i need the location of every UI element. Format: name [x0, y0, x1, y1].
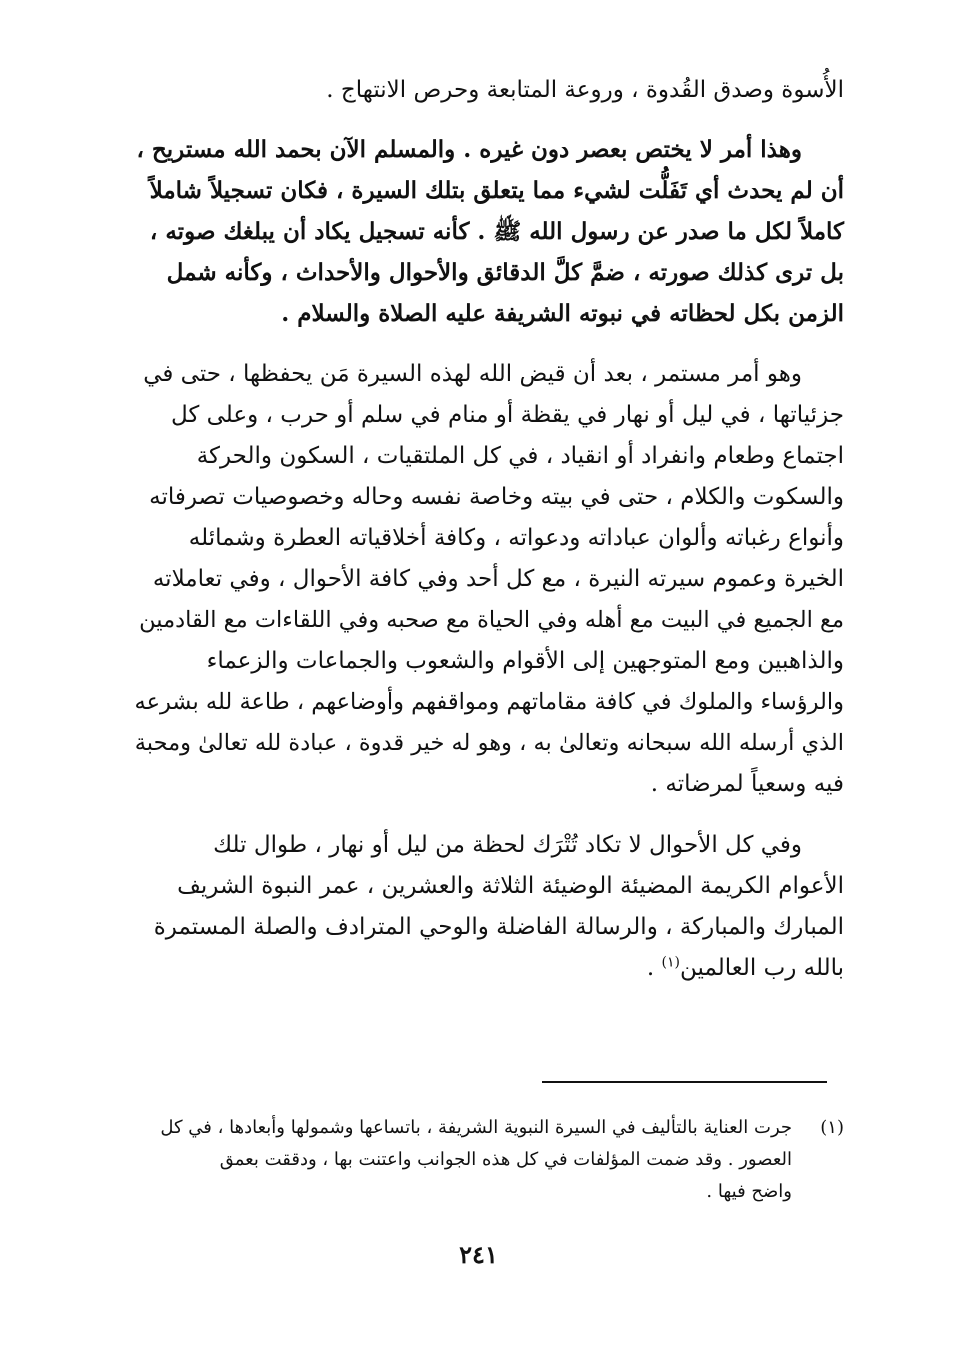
paragraph-line: والسكوت والكلام ، حتى في بيته وخاصة نفسه وحاله وخصوصيات تصرفاته — [149, 484, 844, 510]
paragraph-line: فيه وسعياً لمرضاته . — [650, 771, 844, 797]
paragraph-line: وفي كل الأحوال لا تكاد تُتْرَك لحظة من ليل أو نهار ، طوال تلك — [213, 832, 802, 858]
paragraph-end-mark: . — [646, 955, 662, 981]
page-number: ٢٤١ — [459, 1240, 498, 1269]
footnote-number: (١) — [820, 1117, 844, 1138]
paragraph-line: والرؤساء والملوك في كافة مقاماتهم ومواقفهم وأوضاعهم ، طاعة لله بشرعه — [134, 689, 844, 715]
footnote-divider — [542, 1081, 827, 1083]
paragraph-line: بل ترى كذلك صورته ، ضمَّ كلَّ الدقائق والأحوال والأحداث ، وكأنه شمل — [166, 259, 844, 286]
paragraph-line: المبارك والمباركة ، والرسالة الفاضلة والوحي المترادف والصلة المستمرة — [153, 914, 844, 940]
paragraph-line: كاملاً لكل ما صدر عن رسول الله ﷺ . كأنه تسجيل يكاد أن يبلغك صوته ، — [149, 218, 844, 245]
footnote-line: جرت العناية بالتأليف في السيرة النبوية الشريفة ، باتساعها وشمولها وأبعادها ، في كل — [160, 1117, 792, 1138]
paragraph-2 — [128, 354, 844, 805]
footnote-line: واضح فيها . — [706, 1181, 792, 1202]
paragraph-line: وهو أمر مستمر ، بعد أن قيض الله لهذه السيرة مَن يحفظها ، حتى في — [143, 361, 802, 387]
paragraph-line: الخيرة وعموم سيرته النيرة ، مع كل أحد وفي كافة الأحوال ، وفي تعاملاته — [152, 566, 844, 592]
paragraph-3 — [128, 825, 844, 989]
paragraph-line: الأعوام الكريمة المضيئة الوضيئة الثلاثة والعشرين ، عمر النبوة الشريف — [177, 873, 844, 899]
footnote-text — [128, 1112, 792, 1208]
paragraph-last-text: بالله رب العالمين — [680, 955, 844, 981]
paragraph-last-line — [128, 948, 844, 989]
paragraph-line: الزمن بكل لحظاته في نبوته الشريفة عليه الصلاة والسلام . — [281, 300, 844, 327]
page-body — [128, 70, 844, 1009]
footnote — [128, 1112, 844, 1208]
paragraph-line: أن لم يحدث أي تَفَلُّت لشيء مما يتعلق بتلك السيرة ، فكان تسجيلاً شاملاً — [149, 177, 844, 204]
first-line: الأُسوة وصدق القُدوة ، وروعة المتابعة وحرص الانتهاج . — [326, 77, 844, 103]
paragraph-line: اجتماع وطعام وانفراد أو انقياد ، في كل الملتقيات ، السكون والحركة — [196, 443, 844, 469]
footnote-line: العصور . وقد ضمت المؤلفات في كل هذه الجوانب واعتنت بها ، ودققت بعمق — [219, 1149, 792, 1170]
footnote-row — [128, 1112, 844, 1208]
paragraph-line: مع الجميع في البيت مع أهله وفي الحياة مع صحبه وفي اللقاءات مع القادمين — [139, 607, 844, 633]
paragraph-line: والذاهبين ومع المتوجهين إلى الأقوام والشعوب والجماعات والزعماء — [206, 648, 844, 674]
paragraph-line: وأنواع رغباته وألوان عباداته ودعواته ، وكافة أخلاقياته العطرة وشمائله — [188, 525, 844, 551]
paragraph-line: جزئياتها ، في ليل أو نهار في يقظة أو منام في سلم أو حرب ، وعلى كل — [170, 402, 844, 428]
paragraph-bold — [128, 129, 844, 334]
paragraph-line: وهذا أمر لا يختص بعصر دون غيره . والمسلم الآن بحمد الله مستريح ، — [136, 136, 802, 163]
footnote-reference[interactable]: (١) — [661, 954, 680, 971]
paragraph-line: الذي أرسله الله سبحانه وتعالىٰ به ، وهو له خير قدوة ، عبادة لله تعالىٰ ومحبة — [134, 730, 844, 756]
